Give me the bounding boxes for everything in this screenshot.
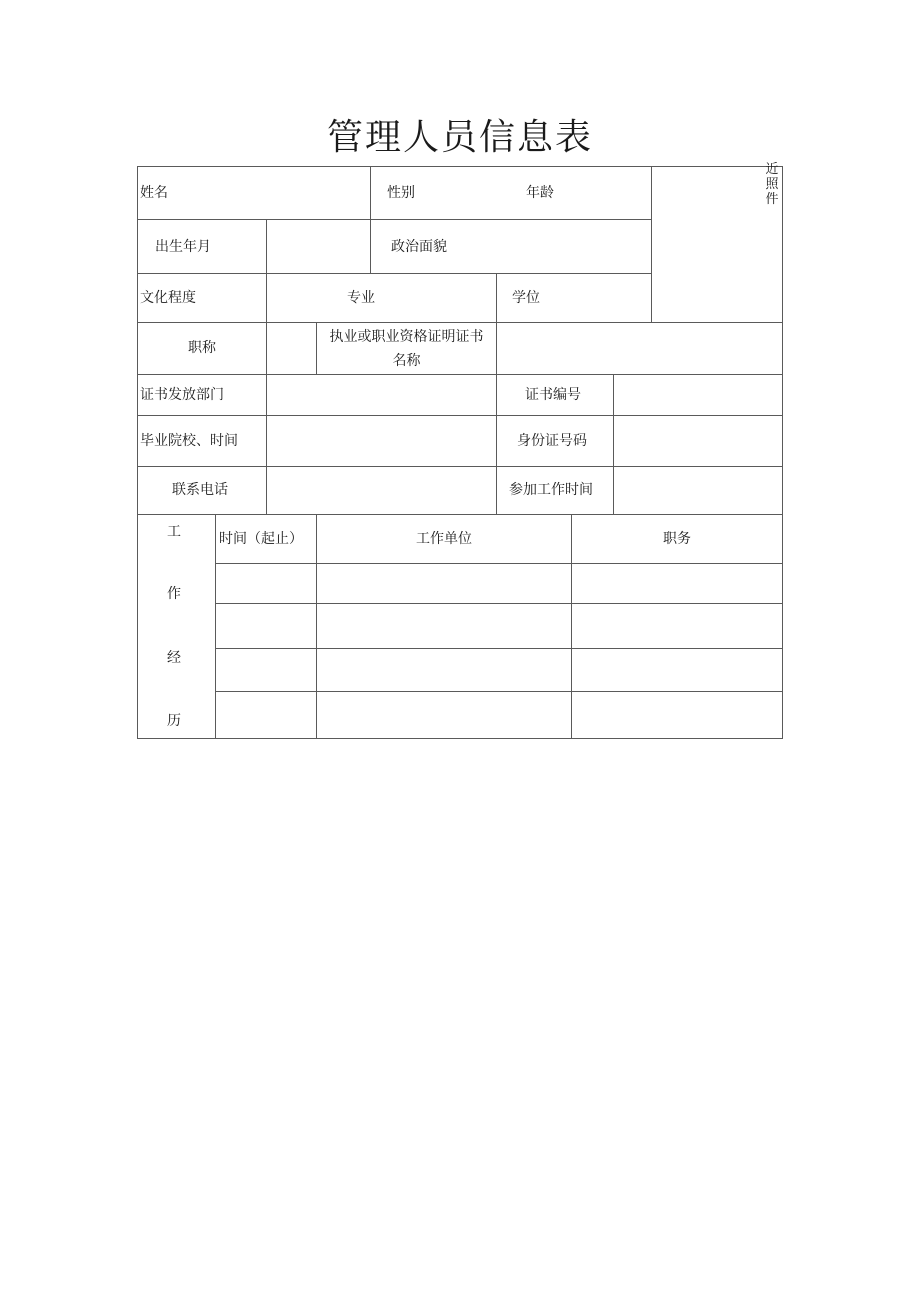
table-border-bottom <box>137 738 783 739</box>
table-border-left <box>137 166 138 739</box>
work-experience-side-label: 经 <box>167 650 181 666</box>
col-divider <box>215 514 216 739</box>
photo-label: 近照件 <box>765 162 779 207</box>
col-divider <box>651 166 652 323</box>
issuing-department-label: 证书发放部门 <box>140 387 224 403</box>
work-experience-side-label: 历 <box>167 713 181 729</box>
row-divider <box>137 415 783 416</box>
col-divider <box>496 322 497 515</box>
col-divider <box>496 273 497 323</box>
certificate-name-label: 执业或职业资格证明证书 <box>329 329 484 345</box>
gender-label: 性别 <box>387 185 415 201</box>
degree-label: 学位 <box>512 290 540 306</box>
row-divider <box>215 603 783 604</box>
name-label: 姓名 <box>140 185 168 201</box>
certificate-number-label: 证书编号 <box>525 387 581 403</box>
education-label: 文化程度 <box>140 290 196 306</box>
column-header-position: 职务 <box>663 531 691 547</box>
col-divider <box>613 374 614 515</box>
political-status-label: 政治面貌 <box>391 239 447 255</box>
column-header-period: 时间（起止） <box>219 531 303 547</box>
major-label: 专业 <box>347 290 375 306</box>
work-experience-side-label: 作 <box>167 586 181 602</box>
column-header-employer: 工作单位 <box>416 531 472 547</box>
work-experience-side-label: 工 <box>167 524 181 540</box>
certificate-name-label-cont: 名称 <box>392 353 421 369</box>
page-title: 管理人员信息表 <box>326 117 593 158</box>
school-graduation-label: 毕业院校、时间 <box>140 433 238 449</box>
table-border-right <box>782 166 783 739</box>
row-divider <box>137 374 783 375</box>
table-border-top <box>137 166 783 167</box>
col-divider <box>370 166 371 274</box>
age-label: 年龄 <box>526 185 554 201</box>
row-divider <box>137 219 652 220</box>
row-divider <box>137 514 783 515</box>
row-divider <box>137 273 652 274</box>
work-start-date-label: 参加工作时间 <box>509 482 593 498</box>
row-divider <box>215 691 783 692</box>
id-number-label: 身份证号码 <box>517 433 587 449</box>
job-title-label: 职称 <box>188 340 216 356</box>
row-divider <box>215 563 783 564</box>
row-divider <box>137 466 783 467</box>
phone-label: 联系电话 <box>172 482 228 498</box>
row-divider <box>215 648 783 649</box>
col-divider <box>266 219 267 515</box>
birth-date-label: 出生年月 <box>155 239 211 255</box>
row-divider <box>137 322 783 323</box>
